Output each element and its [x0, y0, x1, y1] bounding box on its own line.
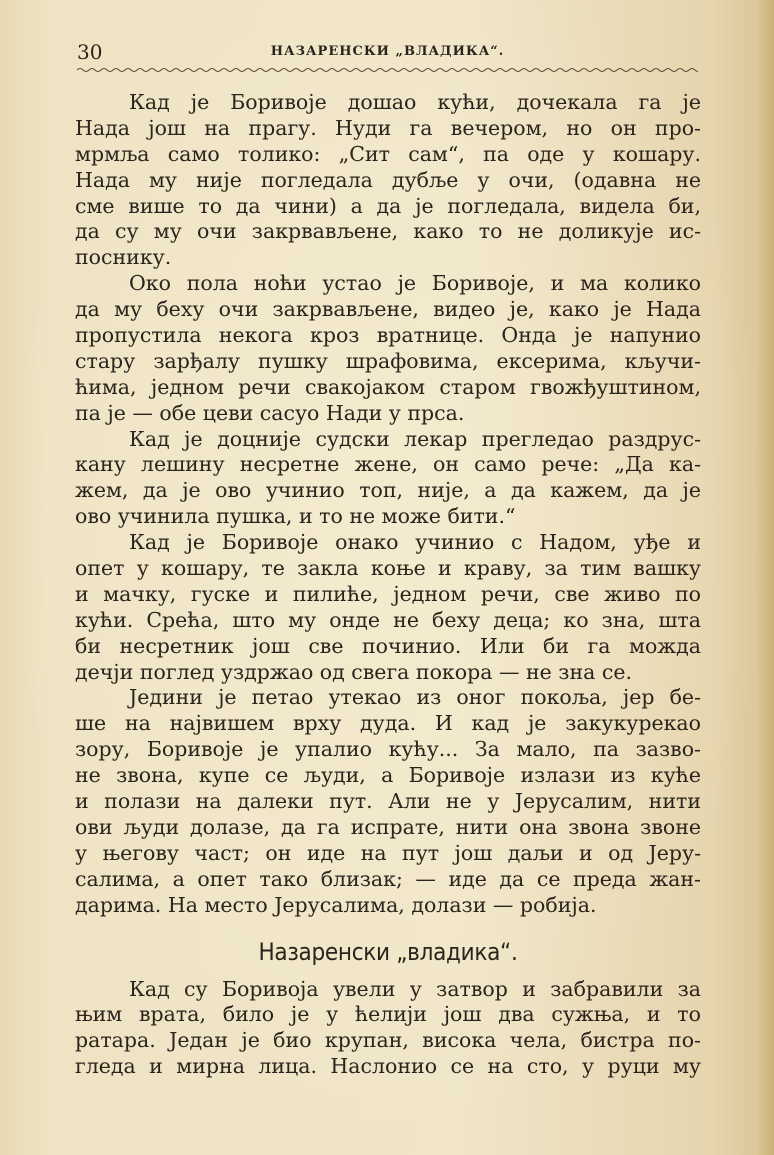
- text-line: Кад је Боривоје дошао кући, дочекала га је: [129, 90, 701, 114]
- text-line: кану лешину несретне жене, он само рече: „Да ка-: [75, 452, 701, 477]
- text-line: не звона, купе се људи, а Боривоје излази из куће: [75, 763, 701, 788]
- text-line: би несретник још све починио. Или би га можда: [75, 633, 701, 658]
- text-line: дарима. На место Јерусалима, долази — робија.: [75, 892, 597, 917]
- text-line: да му беху очи закрвављене, видео је, како је Нада: [75, 297, 701, 322]
- body-text: [75, 90, 701, 1080]
- text-line: ови људи долазе, да га испрате, нити она звона звоне: [75, 814, 701, 839]
- text-line: Једини је петао утекао из оног покоља, јер бе-: [129, 685, 701, 710]
- text-line: дечји поглед уздржао од свега покора — не зна се.: [75, 659, 632, 684]
- text-line: кући. Срећа, што му онде не беху деца; ко зна, шта: [75, 607, 701, 632]
- text-line: ратара. Један је био крупан, висока чела, бистра по-: [75, 1028, 701, 1053]
- text-line: у његову част; он иде на пут још даљи и од Јеру-: [75, 840, 701, 865]
- text-line: па је — обе цеви сасуо Нади у прса.: [75, 400, 465, 425]
- text-line: ћима, једном речи свакојаком старом гвожђуштином,: [75, 374, 701, 399]
- section-title: Назаренски „владика“.: [258, 937, 518, 966]
- text-line: стару зарђалу пушку шрафовима, ексерима, кључи-: [75, 348, 701, 373]
- text-line: ово учинила пушка, и то не може бити.“: [75, 504, 516, 529]
- text-line: гледа и мирна лица. Наслонио се на сто, у руци му: [75, 1054, 701, 1079]
- text-line: мрмља само толико: „Сит сам“, па оде у кошару.: [75, 141, 701, 166]
- text-line: ше на највишем врху дуда. И кад је закукурекао: [75, 711, 701, 736]
- text-line: Око пола ноћи устао је Боривоје, и ма колико: [129, 271, 701, 296]
- text-line: њим врата, било је у ћелији још два сужња, и то: [75, 1002, 701, 1027]
- text-line: и полази на далеки пут. Али не у Јерусалим, нити: [75, 789, 701, 814]
- page-header: [77, 40, 698, 64]
- text-line: пропустила некога кроз вратнице. Онда је напунио: [75, 323, 701, 348]
- text-line: Нада још на прагу. Нуди га вечером, но он про-: [75, 115, 701, 140]
- page-number: 30: [77, 40, 103, 64]
- text-line: зору, Боривоје је упалио кућу... За мало, па зазво-: [75, 737, 701, 762]
- text-line: жем, да је ово учинио топ, није, а да кажем, да је: [75, 478, 701, 503]
- text-line: да су му очи закрвављене, како то не доликује ис-: [75, 219, 701, 244]
- header-wavy-rule: [77, 66, 698, 74]
- text-line: Нада му није погледала дубље у очи, (одавна не: [75, 167, 701, 192]
- page-edge-shadow: [756, 0, 774, 1155]
- text-line: сме више то да чини) а да је погледала, видела би,: [75, 193, 701, 218]
- text-line: поснику.: [75, 245, 172, 270]
- text-line: Кад је Боривоје онако учинио с Надом, уђе и: [129, 530, 701, 555]
- text-line: опет у кошару, те закла коње и краву, за тим вашку: [75, 556, 701, 581]
- text-line: Кад је доцније судски лекар прегледао раздрус-: [129, 426, 701, 451]
- text-line: Кад су Боривоја увели у затвор и забравили за: [129, 976, 701, 1001]
- text-line: и мачку, гуске и пилиће, једном речи, све живо по: [75, 581, 701, 606]
- text-line: салима, а опет тако близак; — иде да се преда жан-: [75, 866, 701, 891]
- running-head: НАЗАРЕНСКИ „ВЛАДИКА“.: [270, 44, 505, 59]
